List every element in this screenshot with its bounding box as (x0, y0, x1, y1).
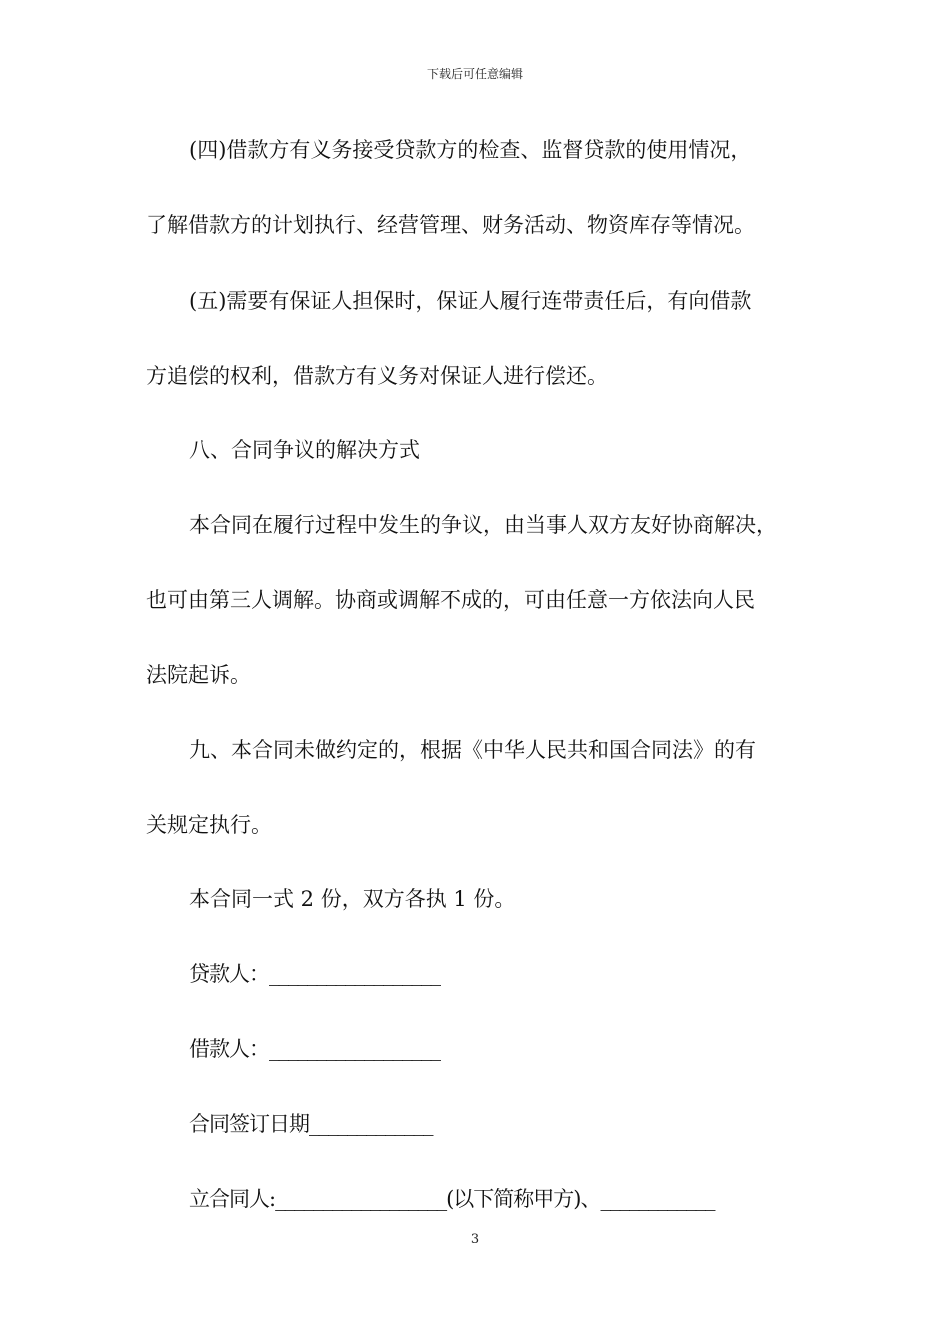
clause-5-line-2: 方追偿的权利，借款方有义务对保证人进行偿还。 (146, 364, 608, 388)
page-header: 下载后可任意编辑 (426, 67, 523, 81)
contracting-party-line: 立合同人:__________________(以下简称甲方)、____________ (189, 1187, 715, 1211)
signing-date-line: 合同签订日期_____________ (189, 1112, 433, 1136)
borrower-signature-line: 借款人：__________________ (189, 1037, 440, 1061)
copies-statement: 本合同一式 2 份，双方各执 1 份。 (189, 887, 516, 911)
page-number: 3 (470, 1232, 480, 1247)
section-8-line-3: 法院起诉。 (146, 663, 251, 687)
clause-4-line-1: (四)借款方有义务接受贷款方的检查、监督贷款的使用情况， (189, 138, 752, 162)
clause-4-line-2: 了解借款方的计划执行、经营管理、财务活动、物资库存等情况。 (146, 213, 755, 237)
section-8-heading: 八、合同争议的解决方式 (189, 438, 420, 462)
clause-5-line-1: (五)需要有保证人担保时，保证人履行连带责任后，有向借款 (189, 289, 752, 313)
lender-signature-line: 贷款人：__________________ (189, 962, 440, 986)
section-9-line-1: 九、本合同未做约定的，根据《中华人民共和国合同法》的有 (189, 738, 756, 762)
section-8-line-1: 本合同在履行过程中发生的争议，由当事人双方友好协商解决， (189, 513, 777, 537)
section-9-line-2: 关规定执行。 (146, 813, 272, 837)
section-8-line-2: 也可由第三人调解。协商或调解不成的，可由任意一方依法向人民 (146, 588, 755, 612)
